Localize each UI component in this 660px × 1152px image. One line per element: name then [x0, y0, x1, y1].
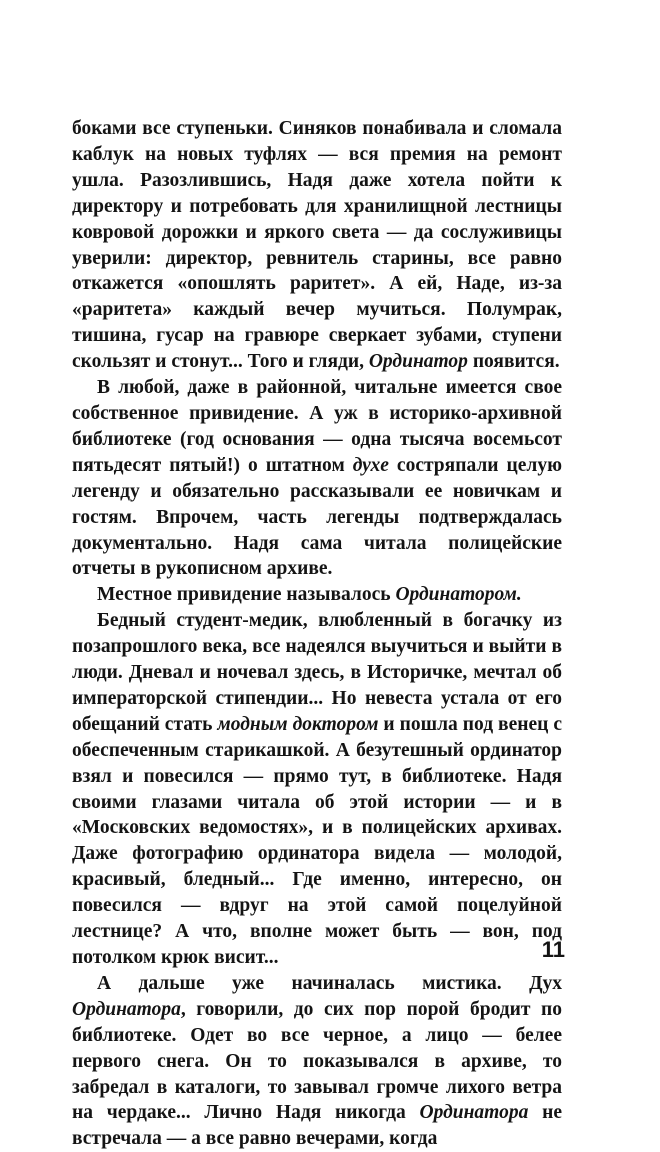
- book-page-text: [72, 116, 562, 1152]
- text-run: А дальше уже начиналась мистика. Дух: [97, 972, 562, 994]
- paragraph-5: [72, 971, 562, 1152]
- paragraph-1: [72, 116, 562, 375]
- paragraph-2: [72, 375, 562, 582]
- text-run: появится.: [467, 351, 560, 373]
- page-number: 11: [541, 937, 565, 962]
- italic-term: модным доктором: [217, 713, 379, 735]
- italic-term: духе: [352, 454, 389, 476]
- text-run: боками все ступеньки. Синяков понабивала и сломала каблук на новых туфлях — вся премия на ремонт ушла. Разозлившись, Надя даже хотела пойти к директору и потребовать для хранилищной лестницы ковровой дорожки и яркого света — да сослуживицы уверили: директор, ревнитель старины, все равно откажется «опошлять раритет». А ей, Наде, из-за «раритета» каждый вечер мучиться. Полумрак, тишина, гусар на гравюре сверкает зубами, ступени скользят и стонут... Того и гляди,: [72, 118, 562, 373]
- italic-term: Ординатором.: [395, 584, 522, 606]
- text-run: Бедный студент-медик, влюбленный в богачку из позапрошлого века, все надеялся выучиться и выйти в люди. Дневал и ночевал здесь, в Историчке, мечтал об императорской стипендии... Но невеста устала от его обещаний стать: [72, 610, 562, 735]
- text-run: состряпали целую легенду и обязательно рассказывали ее новичкам и гостям. Впрочем, часть легенды подтверждалась документально. Надя сама читала полицейские отчеты в рукописном архиве.: [72, 454, 563, 580]
- italic-term: Ординатор: [368, 351, 468, 373]
- text-run: В любой, даже в районной, читальне имеется свое собственное привидение. А уж в историко-архивной библиотеке (год основания — одна тысяча восемьсот пятьдесят пятый!) о штатном: [72, 377, 562, 476]
- italic-term: Ординатора: [72, 998, 181, 1020]
- text-run: , говорили, до сих пор порой бродит по библиотеке. Одет во все черное, а лицо — белее первого снега. Он то показывался в архиве, то забредал в каталоги, то завывал громче лихого ветра на чердаке... Лично Надя никогда: [72, 998, 562, 1124]
- text-run: не встречала — а все равно вечерами, когда: [72, 1102, 563, 1150]
- text-run: и пошла под венец с обеспеченным старикашкой. А безутешный ординатор взял и повесился — прямо тут, в библиотеке. Надя своими глазами читала об этой истории — и в «Московских ведомостях», и в полицейских архивах. Даже фотографию ординатора видела — молодой, красивый, бледный... Где именно, интересно, он повесился — вдруг на этой самой поцелуйной лестнице? А что, вполне может быть — вон, под потолком крюк висит...: [72, 713, 562, 968]
- italic-term: Ординатора: [419, 1102, 529, 1124]
- text-run: Местное привидение называлось: [97, 584, 396, 606]
- paragraph-4: [72, 608, 562, 971]
- paragraph-3: [72, 582, 562, 608]
